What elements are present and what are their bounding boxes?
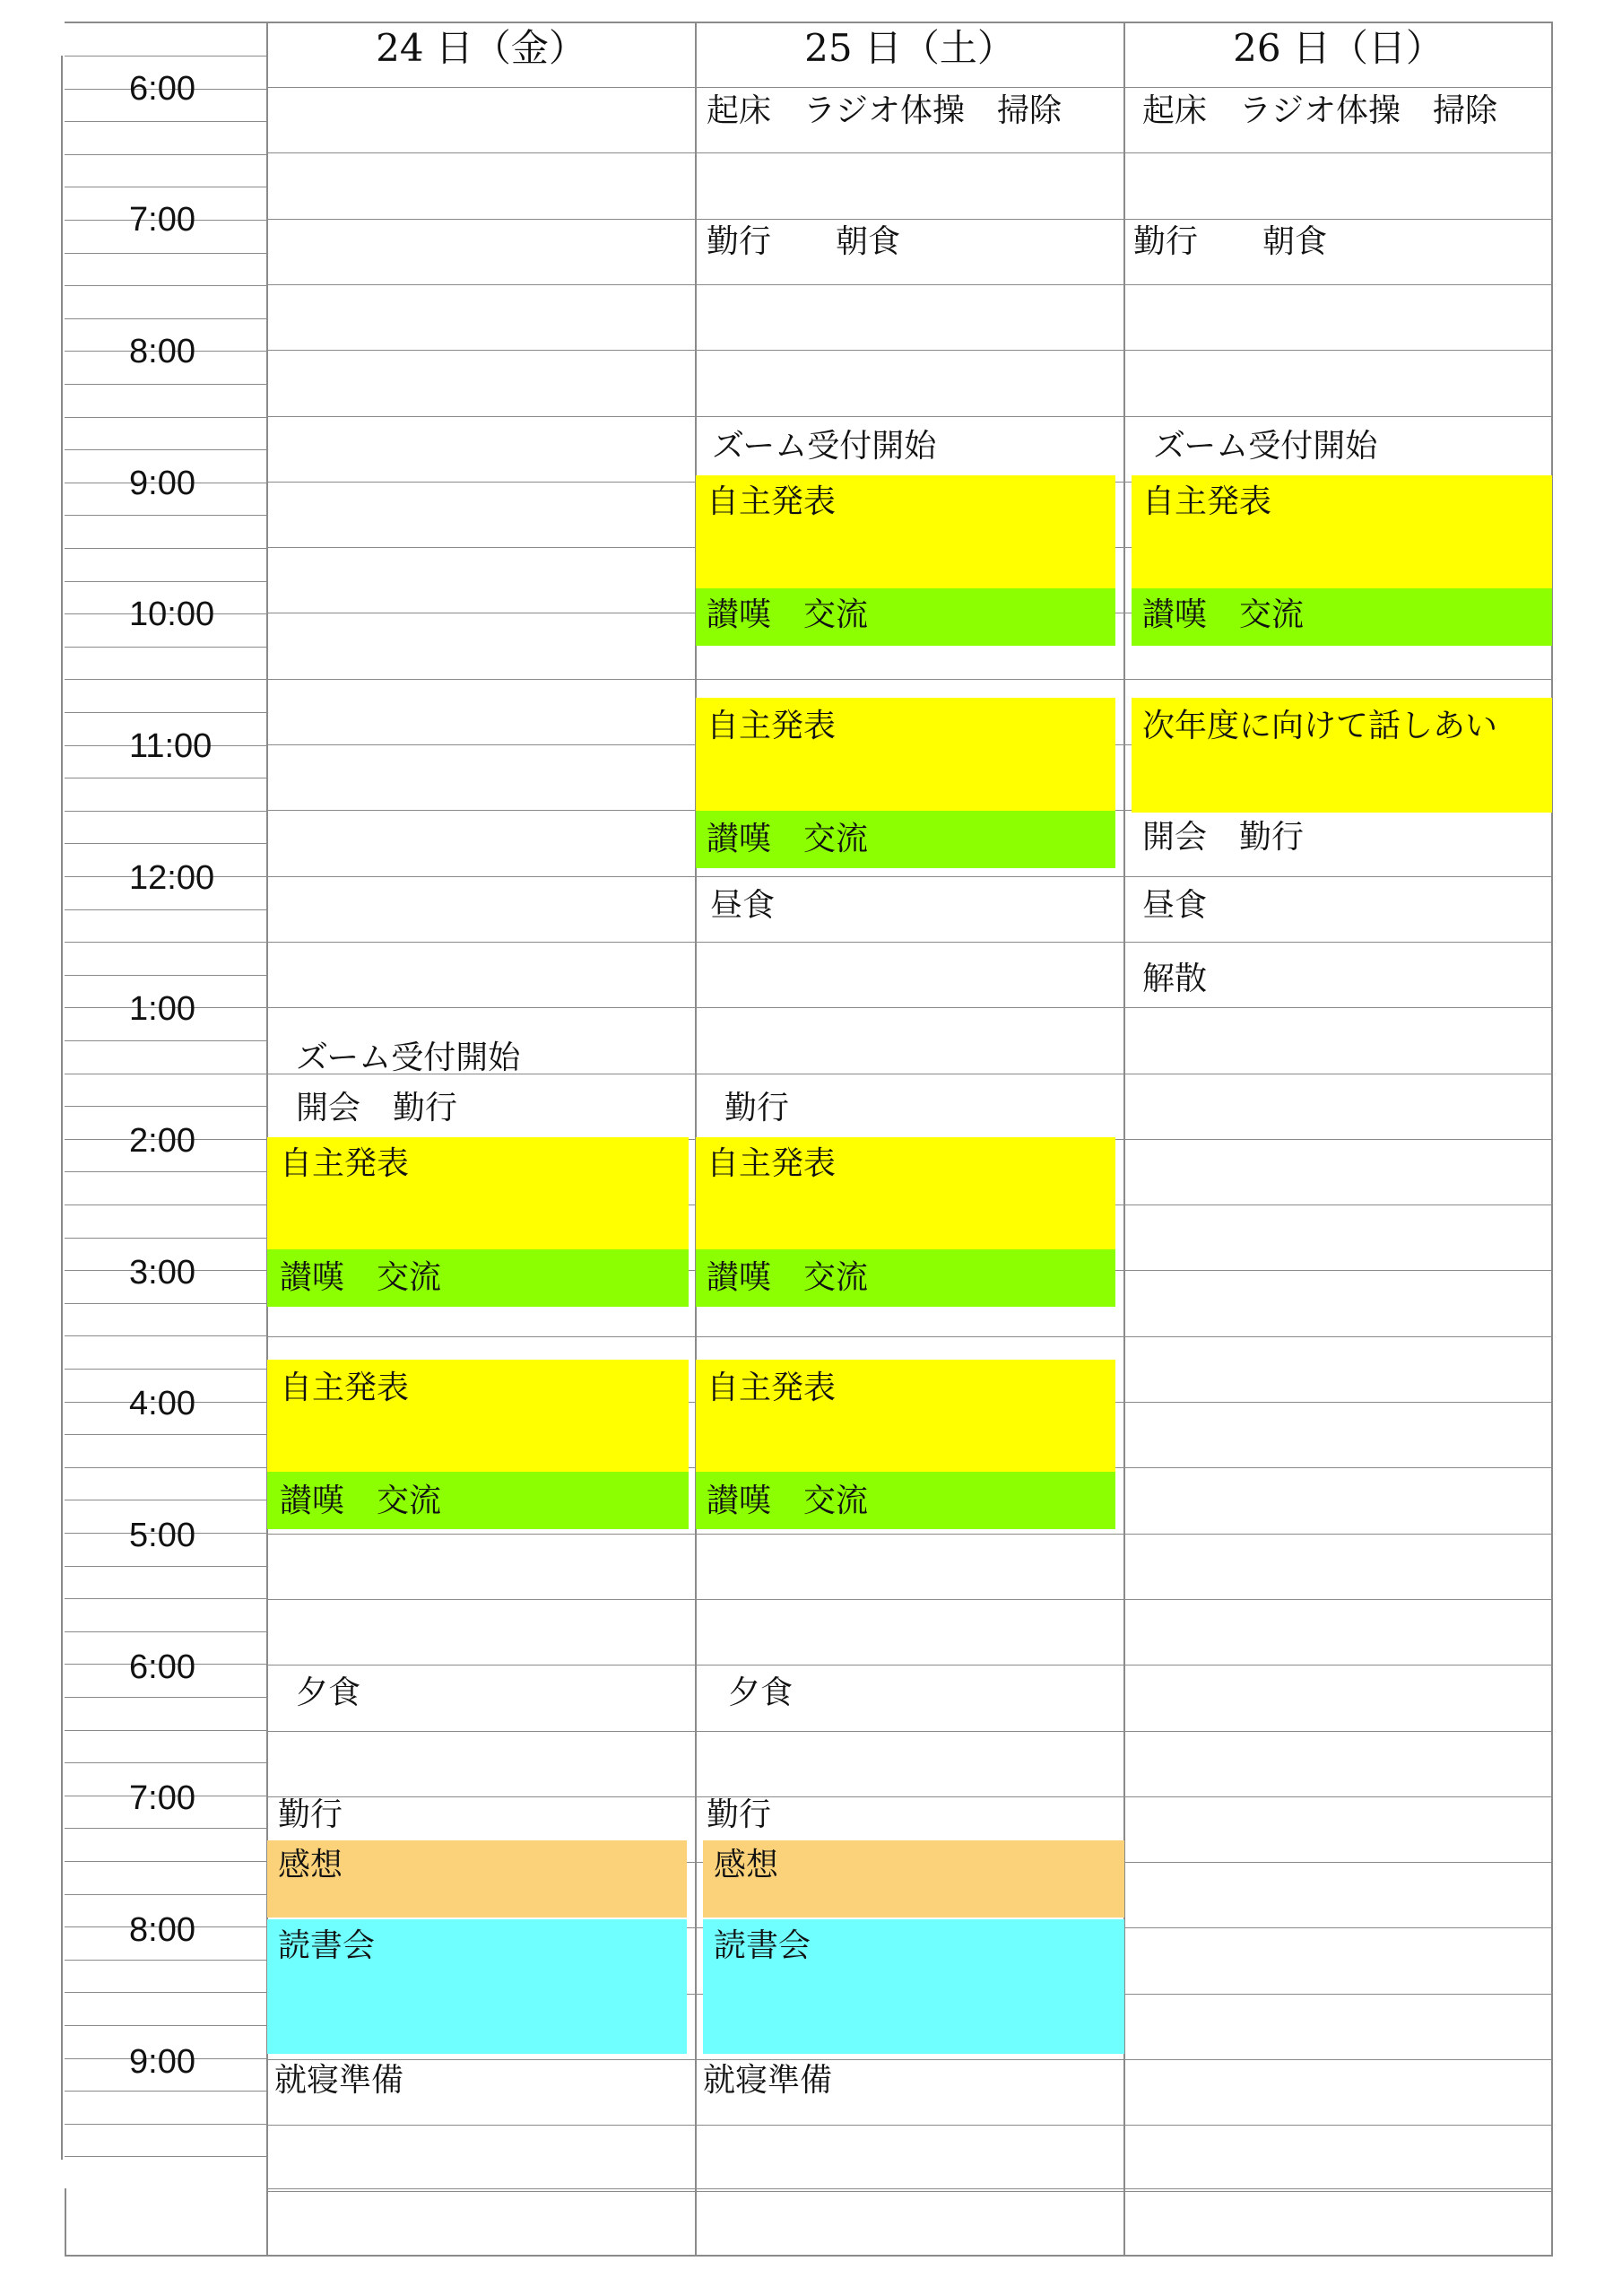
event-presentation: 自主発表 — [280, 1370, 410, 1406]
time-label: 5:00 — [129, 1517, 195, 1554]
event-impressions: 感想 — [714, 1847, 779, 1883]
day-header-25: 25 日（土） — [804, 26, 1015, 70]
time-row-line — [65, 1040, 266, 1041]
time-row-line — [65, 515, 266, 516]
time-label: 4:00 — [129, 1385, 195, 1422]
row-line — [267, 416, 1551, 417]
time-row-line — [65, 253, 266, 254]
time-row-line — [65, 712, 266, 713]
time-label: 1:00 — [129, 990, 195, 1028]
time-row-line — [65, 2091, 266, 2092]
time-row-line — [65, 942, 266, 943]
time-label: 10:00 — [129, 596, 215, 633]
event-presentation: 自主発表 — [1142, 483, 1272, 520]
time-row-line — [65, 1992, 266, 1993]
event-impressions: 感想 — [278, 1847, 343, 1883]
time-label: 7:00 — [129, 201, 195, 239]
event-exchange: 讃嘆 交流 — [707, 1259, 869, 1296]
event-exchange: 讃嘆 交流 — [1142, 596, 1305, 633]
time-label: 8:00 — [129, 333, 195, 370]
row-line — [267, 2188, 1551, 2189]
time-row-line — [65, 449, 266, 450]
event-bedtime: 就寝準備 — [274, 2062, 404, 2099]
time-row-line — [65, 1828, 266, 1829]
row-line — [267, 350, 1551, 351]
time-row-line — [65, 1171, 266, 1172]
time-row-line — [65, 56, 266, 57]
time-label: 8:00 — [129, 1911, 195, 1949]
event-reading: 読書会 — [714, 1927, 811, 1964]
row-line — [267, 87, 1551, 88]
time-row-line — [65, 2124, 266, 2125]
time-label: 11:00 — [129, 727, 213, 765]
row-line — [267, 219, 1551, 220]
row-line — [267, 1731, 1551, 1732]
event-presentation: 自主発表 — [280, 1145, 410, 1182]
time-row-line — [65, 975, 266, 976]
time-row-line — [65, 811, 266, 812]
event-opening: 開会 勤行 — [296, 1090, 458, 1126]
row-line — [267, 1007, 1551, 1008]
time-row-line — [65, 1335, 266, 1336]
time-row-line — [65, 121, 266, 122]
time-row-line — [65, 1303, 266, 1304]
row-line — [267, 679, 1551, 680]
time-row-line — [65, 1894, 266, 1895]
event-lunch: 昼食 — [1142, 887, 1208, 924]
time-row-line — [65, 1369, 266, 1370]
row-line — [267, 2125, 1551, 2126]
time-row-line — [65, 285, 266, 286]
row-line — [267, 876, 1551, 877]
time-label: 6:00 — [129, 1648, 195, 1686]
time-row-line — [65, 1861, 266, 1862]
event-zoom-reception: ズーム受付開始 — [712, 428, 937, 465]
time-row-line — [65, 581, 266, 582]
time-row-line — [65, 1106, 266, 1107]
time-row-line — [65, 1434, 266, 1435]
time-label: 12:00 — [129, 859, 215, 897]
event-gongyo: 勤行 — [707, 1796, 772, 1833]
time-row-line — [65, 843, 266, 844]
event-gongyo-breakfast: 勤行 朝食 — [707, 223, 901, 260]
time-row-line — [65, 1566, 266, 1567]
row-line — [267, 284, 1551, 285]
event-presentation: 自主発表 — [707, 483, 837, 520]
table-border-left — [65, 2188, 66, 2257]
event-exchange: 讃嘆 交流 — [280, 1483, 442, 1519]
time-label: 3:00 — [129, 1254, 195, 1292]
event-reading: 読書会 — [278, 1927, 376, 1964]
time-column-left-edge — [61, 56, 63, 2160]
time-row-line — [65, 1697, 266, 1698]
event-presentation: 自主発表 — [707, 1370, 837, 1406]
time-row-line — [65, 154, 266, 155]
event-bedtime: 就寝準備 — [703, 2062, 833, 2099]
row-line — [267, 152, 1551, 153]
time-row-line — [65, 1238, 266, 1239]
time-row-line — [65, 909, 266, 910]
table-border-bottom — [65, 2255, 1552, 2257]
event-gongyo: 勤行 — [724, 1090, 790, 1126]
row-line — [267, 1336, 1551, 1337]
time-row-line — [65, 384, 266, 385]
time-label: 7:00 — [129, 1779, 195, 1817]
time-row-line — [65, 1730, 266, 1731]
event-zoom-reception: ズーム受付開始 — [1153, 428, 1378, 465]
row-line — [267, 1599, 1551, 1600]
time-row-line — [65, 417, 266, 418]
event-exchange: 讃嘆 交流 — [280, 1259, 442, 1296]
row-line — [267, 1796, 1551, 1797]
time-row-line — [65, 1598, 266, 1599]
row-line — [267, 2059, 1551, 2060]
event-exchange: 讃嘆 交流 — [707, 1483, 869, 1519]
event-gongyo-breakfast: 勤行 朝食 — [1133, 223, 1328, 260]
time-row-line — [65, 1960, 266, 1961]
day-header-24: 24 日（金） — [376, 26, 586, 70]
time-label: 9:00 — [129, 465, 195, 502]
event-presentation: 自主発表 — [707, 708, 837, 744]
row-line — [267, 2191, 1551, 2192]
time-label: 2:00 — [129, 1122, 195, 1160]
time-label: 9:00 — [129, 2043, 195, 2081]
event-wakeup: 起床 ラジオ体操 掃除 — [707, 92, 1063, 129]
event-presentation: 自主発表 — [707, 1145, 837, 1182]
row-line — [267, 942, 1551, 943]
event-gongyo: 勤行 — [278, 1796, 343, 1833]
event-wakeup: 起床 ラジオ体操 掃除 — [1142, 92, 1498, 129]
row-line — [267, 1534, 1551, 1535]
time-row-line — [65, 2025, 266, 2026]
time-row-line — [65, 647, 266, 648]
event-exchange: 讃嘆 交流 — [707, 821, 869, 857]
event-lunch: 昼食 — [710, 887, 776, 924]
event-discussion: 次年度に向けて話しあい — [1142, 708, 1498, 744]
time-label: 6:00 — [129, 70, 195, 108]
time-row-line — [65, 1631, 266, 1632]
time-row-line — [65, 679, 266, 680]
event-dinner: 夕食 — [296, 1674, 361, 1711]
event-dinner: 夕食 — [728, 1674, 794, 1711]
time-row-line — [65, 548, 266, 549]
event-closing-gongyo: 開会 勤行 — [1142, 819, 1305, 856]
time-row-line — [65, 1467, 266, 1468]
time-row-line — [65, 1762, 266, 1763]
time-row-line — [65, 2156, 266, 2157]
table-border-right — [1551, 22, 1553, 2257]
event-exchange: 讃嘆 交流 — [707, 596, 869, 633]
day-header-26: 26 日（日） — [1233, 26, 1444, 70]
time-row-line — [65, 318, 266, 319]
event-zoom-reception: ズーム受付開始 — [296, 1039, 521, 1076]
event-dismissal: 解散 — [1142, 961, 1208, 997]
